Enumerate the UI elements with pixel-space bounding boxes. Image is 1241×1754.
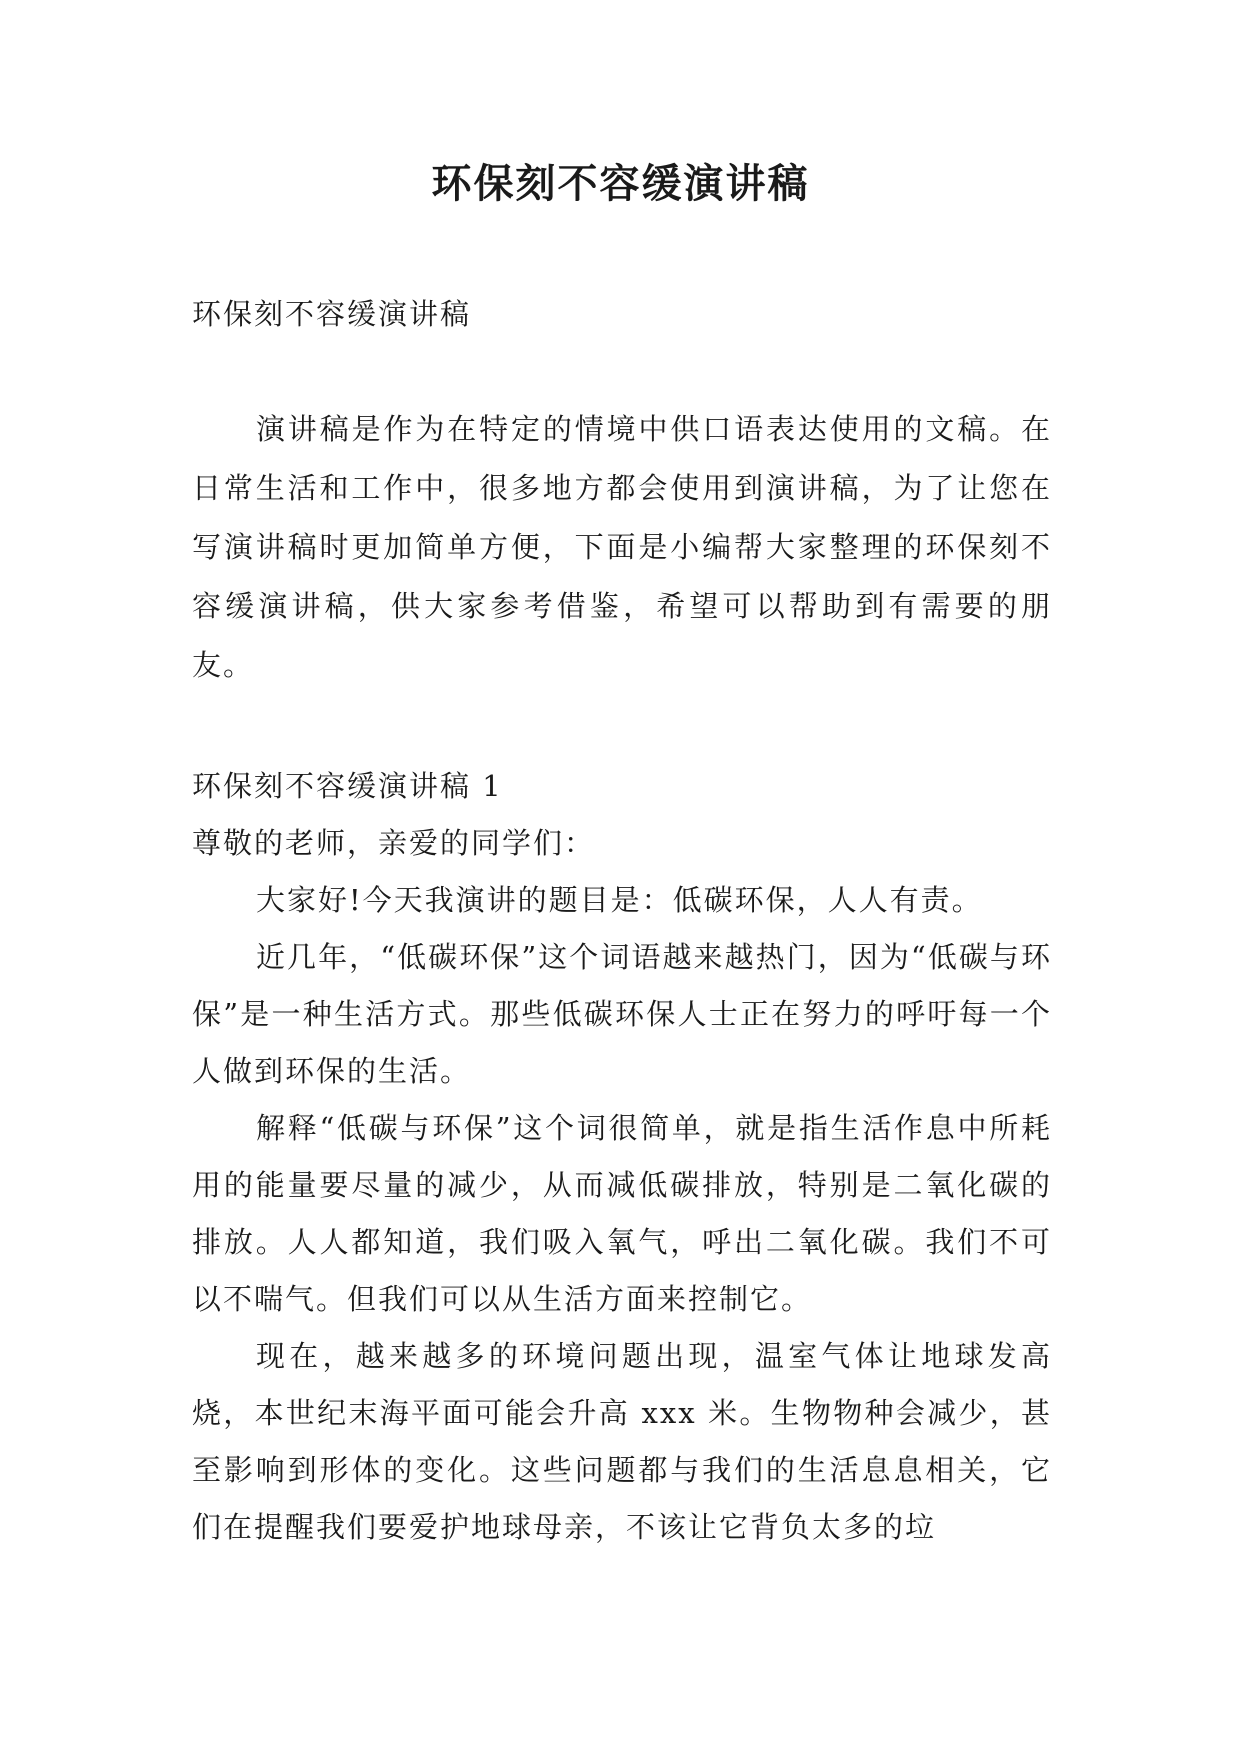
body-paragraph: 解释“低碳与环保”这个词很简单，就是指生活作息中所耗用的能量要尽量的减少，从而减低碳排放，特别是二氧化碳的排放。人人都知道，我们吸入氧气，呼出二氧化碳。我们不可以不喘气。但我们可以从生活方面来控制它。 bbox=[192, 1111, 1052, 1316]
body-paragraph: 现在，越来越多的环境问题出现，温室气体让地球发高烧，本世纪末海平面可能会升高 xxx 米。生物物种会减少，甚至影响到形体的变化。这些问题都与我们的生活息息相关，它们在提醒我们要爱护地球母亲，不该让它背负太多的垃 bbox=[192, 1339, 1052, 1544]
document-subtitle: 环保刻不容缓演讲稿 bbox=[192, 297, 472, 331]
body-paragraph: 近几年，“低碳环保”这个词语越来越热门，因为“低碳与环保”是一种生活方式。那些低碳环保人士正在努力的呼吁每一个人做到环保的生活。 bbox=[192, 940, 1052, 1088]
speech-body bbox=[192, 872, 1052, 1556]
body-paragraph: 大家好!今天我演讲的题目是：低碳环保，人人有责。 bbox=[256, 883, 983, 917]
section-title: 环保刻不容缓演讲稿 1 bbox=[192, 769, 503, 803]
document-title: 环保刻不容缓演讲稿 bbox=[431, 160, 810, 207]
intro-paragraph: 演讲稿是作为在特定的情境中供口语表达使用的文稿。在日常生活和工作中，很多地方都会使用到演讲稿，为了让您在写演讲稿时更加简单方便，下面是小编帮大家整理的环保刻不容缓演讲稿，供大家参考借鉴，希望可以帮助到有需要的朋友。 bbox=[192, 412, 1052, 682]
greeting-line: 尊敬的老师，亲爱的同学们： bbox=[192, 826, 596, 860]
